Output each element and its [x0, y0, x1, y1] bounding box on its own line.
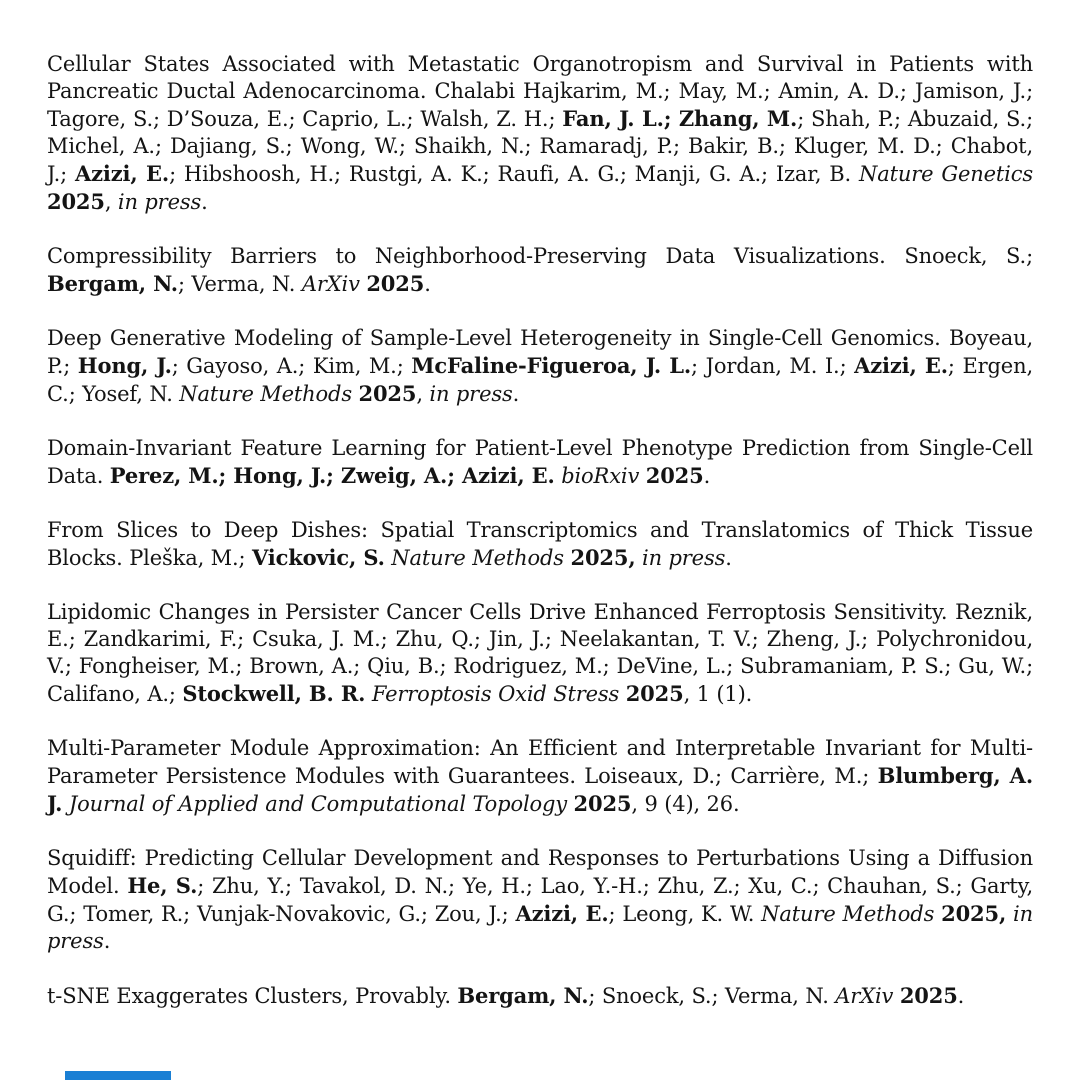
text-run: 2025, [570, 545, 636, 570]
text-run: 2025 [358, 381, 417, 406]
text-run: Nature Methods [761, 902, 935, 926]
text-run: From Slices to Deep Dishes: Spatial Transcriptomics and Translatomics of Thick Tissue Blocks. Pleška, M.; [47, 518, 1033, 570]
text-run: ; Leong, K. W. [608, 902, 762, 926]
text-run: ; Zhu, Y.; Tavakol, D. N.; Ye, H.; Lao, Y.-H.; Zhu, Z.; Xu, C.; Chauhan, S.; Garty, G.; Tomer, R.; Vunjak-Novakovic, G.; Zou, J.; [47, 874, 1033, 926]
text-run: . [424, 272, 431, 296]
text-run: ; Jordan, M. I.; [691, 354, 855, 378]
publication-entry [47, 845, 1033, 955]
text-run: . [957, 984, 965, 1008]
publication-entry [47, 982, 1033, 1010]
text-run: Bergam, N. [457, 983, 589, 1008]
text-run: Nature Methods [179, 382, 352, 406]
text-run: , [104, 190, 118, 214]
text-run: , [416, 382, 430, 406]
text-run: Azizi, E. [515, 901, 609, 926]
text-run: ArXiv [301, 272, 360, 296]
text-run: Compressibility Barriers to Neighborhood-Preserving Data Visualizations. Snoeck, S.; [47, 244, 1033, 268]
text-run: . [201, 190, 208, 214]
publication-entry [47, 735, 1033, 818]
text-run: Journal of Applied and Computational Topology [68, 792, 568, 816]
text-run: Azizi, E. [75, 161, 170, 186]
text-run: Blumberg, A. J. [47, 763, 1033, 816]
text-run: 2025 [625, 681, 684, 706]
status-indicator-bar [65, 1071, 171, 1080]
text-run: Cellular States Associated with Metastatic Organotropism and Survival in Patients with Pancreatic Ductal Adenocarcinoma. Chalabi Hajkarim, M.; May, M.; Amin, A. D.; Jamison, J.; Tagore, S.; D’Souza, E.; Caprio, L.; Walsh, Z. H.; [47, 52, 1033, 131]
text-run: , 9 (4), 26. [631, 792, 740, 816]
text-run: Lipidomic Changes in Persister Cancer Cells Drive Enhanced Ferroptosis Sensitivity. Reznik, E.; Zandkarimi, F.; Csuka, J. M.; Zhu, Q.; Jin, J.; Neelakantan, T. V.; Zheng, J.; Polychronidou, V.; Fongheiser, M.; Brown, A.; Qiu, B.; Rodriguez, M.; DeVine, L.; Subramaniam, P. S.; Gu, W.; Califano, A.; [47, 600, 1033, 706]
text-run: Multi-Parameter Module Approximation: An Efficient and Interpretable Invariant for Multi-Parameter Persistence Modules with Guarantees. Loiseaux, D.; Carrière, M.; [47, 736, 1033, 788]
text-run: 2025 [899, 983, 958, 1008]
text-run: in press [47, 902, 1033, 953]
text-run: t-SNE Exaggerates Clusters, Provably. [47, 984, 458, 1008]
text-run: Nature Methods [391, 546, 564, 570]
text-run: Bergam, N. [47, 271, 178, 296]
text-run: Vickovic, S. [251, 545, 385, 570]
text-run: ; Gayoso, A.; Kim, M.; [171, 354, 412, 378]
text-run: bioRxiv [561, 464, 640, 488]
text-run: . [703, 464, 711, 488]
text-run: ; Ergen, C.; Yosef, N. [47, 354, 1033, 406]
text-run: Nature Genetics [859, 162, 1033, 186]
publication-entry [47, 325, 1033, 408]
text-run: ; Snoeck, S.; Verma, N. [588, 984, 836, 1008]
text-run [1006, 902, 1013, 926]
text-run: in press [117, 190, 202, 214]
text-run: in press [642, 546, 726, 570]
text-run: 2025 [366, 271, 425, 296]
publication-entry [47, 599, 1033, 708]
text-run: 2025 [573, 791, 632, 816]
text-run: Deep Generative Modeling of Sample-Level Heterogeneity in Single-Cell Genomics. Boyeau, P.; [47, 326, 1033, 378]
text-run: Azizi, E. [854, 353, 948, 378]
text-run: 2025, [941, 901, 1007, 926]
text-run: McFaline-Figueroa, J. L. [411, 353, 692, 378]
publication-entry [47, 435, 1033, 490]
text-run: Perez, M.; Hong, J.; Zweig, A.; Azizi, E. [109, 463, 555, 488]
text-run: 2025 [47, 189, 105, 214]
text-run: , 1 (1). [683, 682, 753, 706]
text-run: ArXiv [835, 984, 894, 1008]
text-run: Hong, J. [77, 353, 172, 378]
text-run: Domain-Invariant Feature Learning for Patient-Level Phenotype Prediction from Single-Cell Data. [47, 436, 1033, 488]
publication-entry [47, 517, 1033, 572]
text-run: in press [429, 382, 513, 406]
publication-entry [47, 51, 1033, 216]
text-run: ; Shah, P.; Abuzaid, S.; Michel, A.; Dajiang, S.; Wong, W.; Shaikh, N.; Ramaradj, P.; Bakir, B.; Kluger, M. D.; Chabot, J.; [47, 107, 1033, 186]
text-run: . [725, 546, 732, 570]
text-run: He, S. [127, 873, 198, 898]
text-run: Ferroptosis Oxid Stress [371, 682, 620, 706]
text-run: . [103, 929, 111, 953]
text-run: Stockwell, B. R. [182, 681, 366, 706]
text-run: ; Hibshoosh, H.; Rustgi, A. K.; Raufi, A. G.; Manji, G. A.; Izar, B. [169, 162, 859, 186]
text-run: Fan, J. L.; Zhang, M. [562, 106, 798, 131]
text-run: 2025 [645, 463, 704, 488]
publications-list [47, 51, 1033, 1037]
text-run: . [512, 382, 520, 406]
text-run: Squidiff: Predicting Cellular Development and Responses to Perturbations Using a Diffusion Model. [47, 846, 1033, 898]
text-run: ; Verma, N. [177, 272, 302, 296]
publication-entry [47, 243, 1033, 298]
